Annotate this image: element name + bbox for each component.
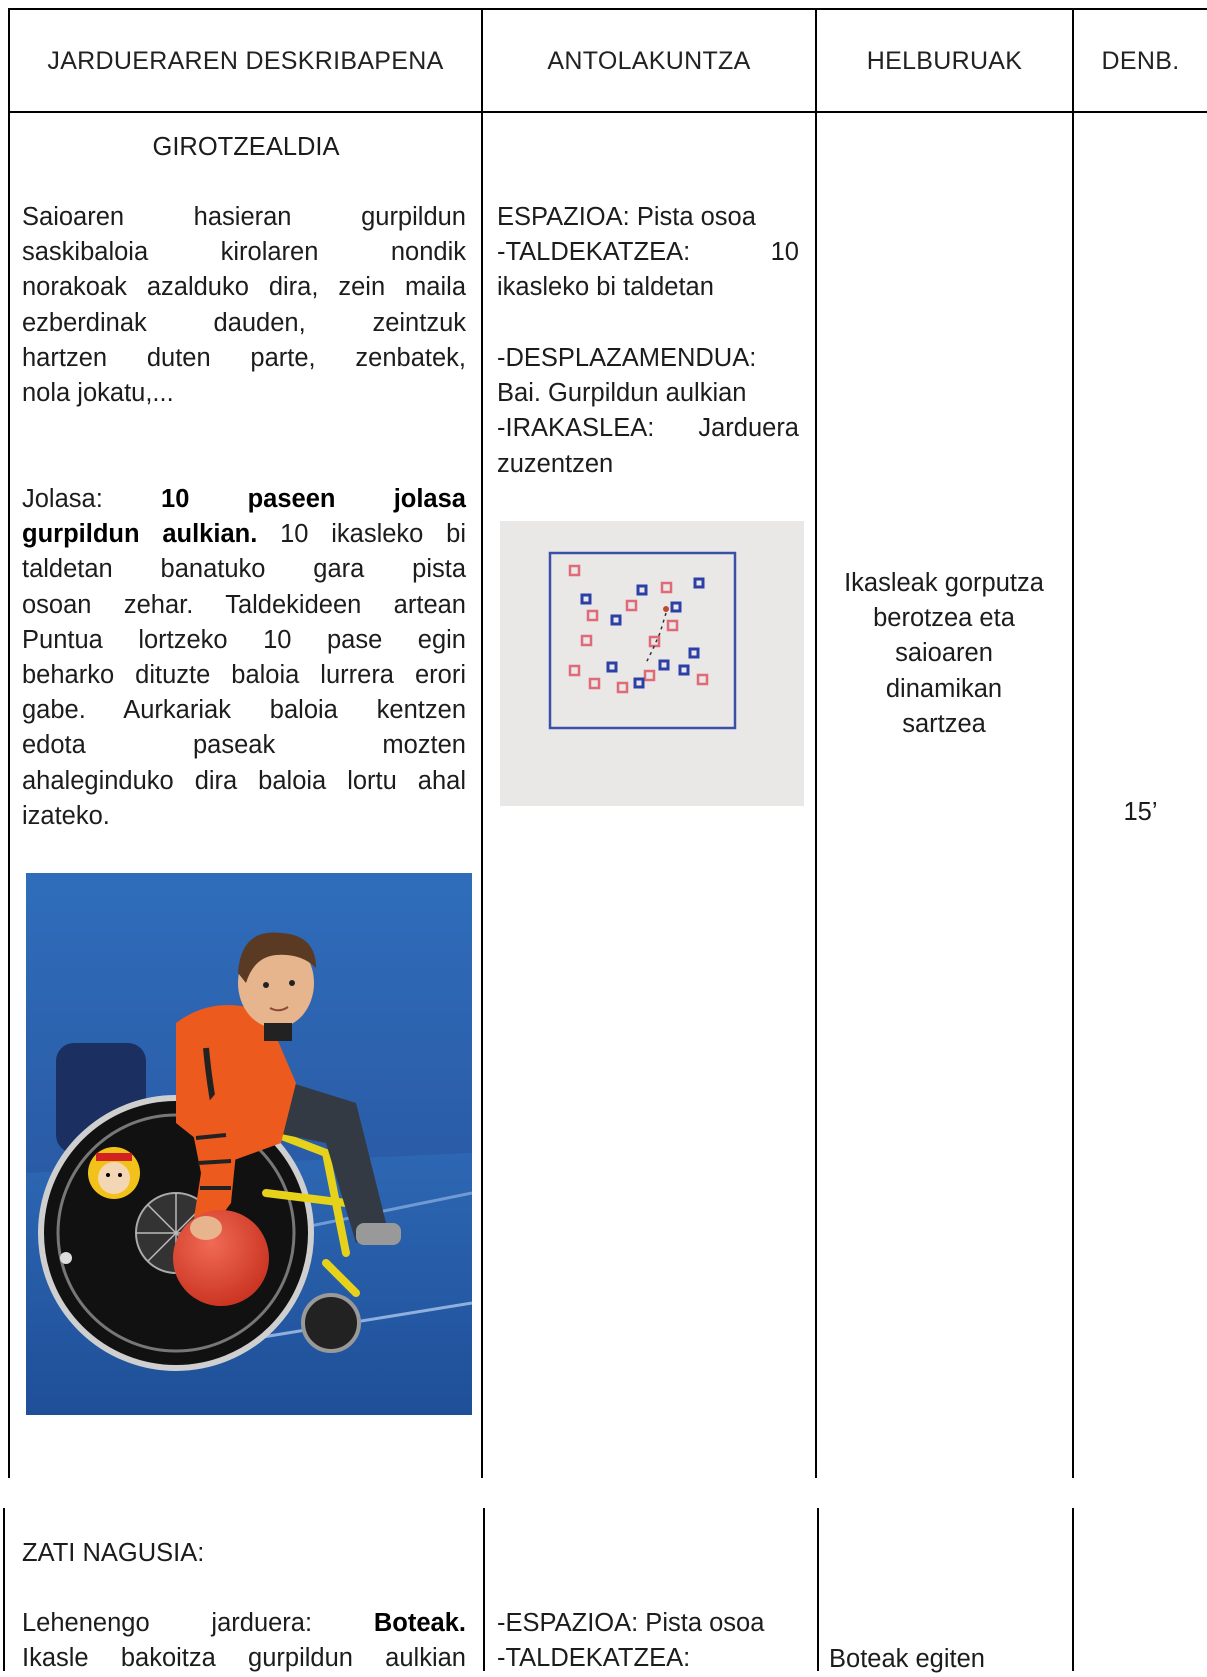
header-time: DENB.	[1101, 46, 1180, 75]
table2-col-divider-3	[1072, 1508, 1074, 1671]
main-part-organization: -ESPAZIOA: Pista osoa -TALDEKATZEA:	[497, 1609, 765, 1673]
table2-col-divider-2	[817, 1508, 819, 1671]
warmup-time: 15’	[1123, 798, 1158, 826]
table2-col-divider-1	[483, 1508, 485, 1671]
header-objectives: HELBURUAK	[866, 46, 1023, 75]
main-part-objective: Boteak egiten	[829, 1645, 985, 1673]
main-part-activity: Lehenengo jarduera: Boteak. Ikasle bakoitza gurpildun aulkian	[22, 1609, 466, 1673]
header-organization: ANTOLAKUNTZA	[547, 46, 751, 75]
table-col-divider-2	[815, 8, 817, 1478]
warmup-organization-1: ESPAZIOA: Pista osoa -TALDEKATZEA: 10 ikasleko bi taldetan	[497, 203, 799, 302]
table-col-divider-1	[481, 8, 483, 1478]
warmup-organization-2: -DESPLAZAMENDUA: Bai. Gurpildun aulkian -IRAKASLEA: Jarduera zuzentzen	[497, 344, 799, 478]
header-description: JARDUERAREN DESKRIBAPENA	[47, 46, 444, 75]
main-part-title: ZATI NAGUSIA:	[22, 1539, 205, 1567]
warmup-game-description: Jolasa: 10 paseen jolasa gurpildun aulkian. 10 ikasleko bi taldetan banatuko gara pista osoan zehar. Taldekideen artean Puntua lortzeko 10 pase egin beharko dituzte baloia lurrera erori gabe. Aurkariak baloia kentzen edota paseak mozten ahaleginduko dira baloia lortu ahal izateko.	[22, 485, 466, 830]
table-left-border	[8, 8, 10, 1478]
table2-left-border	[3, 1508, 5, 1671]
warmup-objectives: Ikasleak gorputza berotzea eta saioaren dinamikan sartzea	[844, 569, 1044, 738]
table-col-divider-3	[1072, 8, 1074, 1478]
warmup-intro: Saioaren hasieran gurpildun saskibaloia kirolaren nondik norakoak azalduko dira, zein maila ezberdinak dauden, zeintzuk hartzen duten parte, zenbatek, nola jokatu,...	[22, 203, 466, 408]
wheelchair-child-photo	[26, 873, 472, 1415]
court-diagram	[500, 521, 804, 806]
warmup-title: GIROTZEALDIA	[152, 133, 340, 161]
